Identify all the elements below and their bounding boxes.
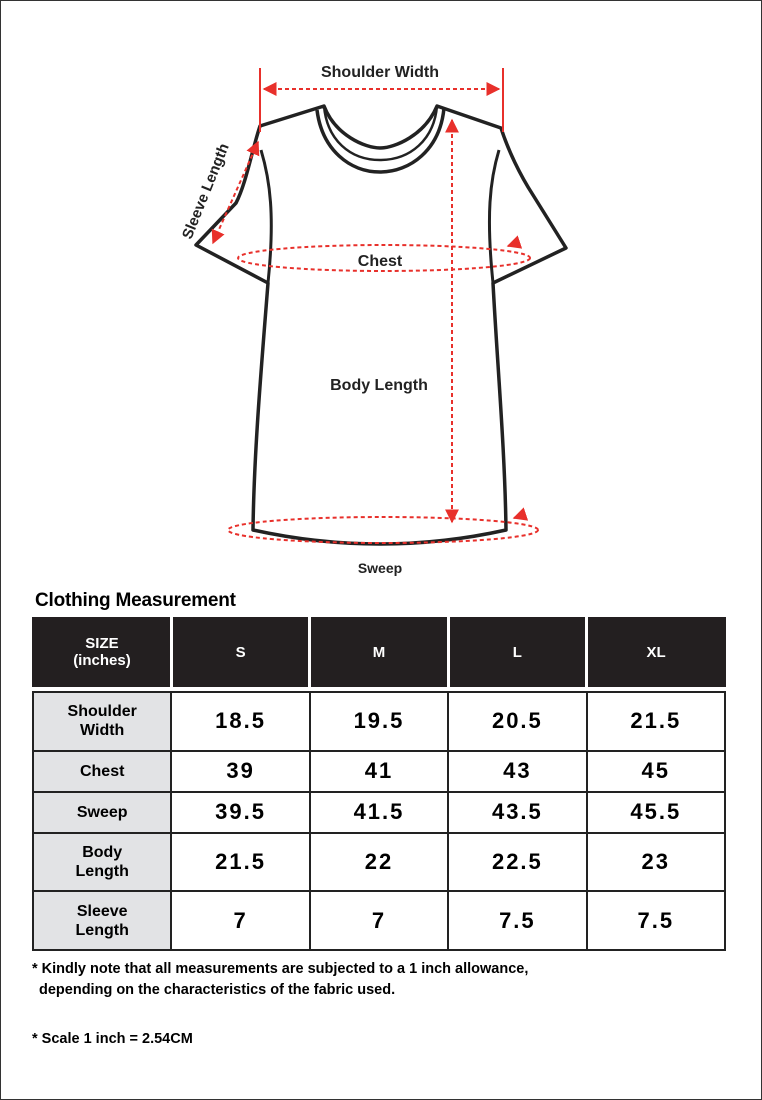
table-cell: 22.5 <box>448 833 586 892</box>
table-row <box>33 792 725 833</box>
table-cell: 22 <box>310 833 448 892</box>
table-cell: 21.5 <box>587 692 725 751</box>
table-cell: 45.5 <box>587 792 725 833</box>
table-cell: 19.5 <box>310 692 448 751</box>
table-cell: 39 <box>171 751 309 792</box>
sweep-arrow-tip <box>514 516 520 518</box>
size-col-l: L <box>448 618 586 686</box>
table-cell: 20.5 <box>448 692 586 751</box>
table-cell: 7.5 <box>587 891 725 950</box>
table-cell: 45 <box>587 751 725 792</box>
body-length-label: Body Length <box>330 377 428 394</box>
row-label-sweep: Sweep <box>33 792 171 833</box>
measurement-guides <box>213 68 538 543</box>
table-row <box>33 891 725 950</box>
table-cell: 41.5 <box>310 792 448 833</box>
size-chart-table <box>32 617 726 951</box>
shoulder-width-label: Shoulder Width <box>320 64 440 81</box>
sweep-ellipse <box>228 517 538 543</box>
row-label-body-length: Body Length <box>33 833 171 892</box>
table-cell: 18.5 <box>171 692 309 751</box>
row-label-shoulder-width: Shoulder Width <box>33 692 171 751</box>
section-title: Clothing Measurement <box>35 590 236 611</box>
table-row <box>33 692 725 751</box>
table-cell: 43.5 <box>448 792 586 833</box>
sweep-label: Sweep <box>357 560 403 576</box>
size-header-cell <box>33 618 171 686</box>
table-cell: 7 <box>171 891 309 950</box>
table-row <box>33 751 725 792</box>
table-cell: 41 <box>310 751 448 792</box>
row-label-chest: Chest <box>33 751 171 792</box>
table-cell: 43 <box>448 751 586 792</box>
right-armhole-curve <box>489 150 499 283</box>
chest-label: Chest <box>357 253 403 270</box>
sleeve-length-label: Sleeve Length <box>178 140 233 242</box>
chest-arrow-tip <box>508 244 514 246</box>
allowance-note-line2: depending on the characteristics of the fabric used. <box>39 982 396 998</box>
table-cell: 39.5 <box>171 792 309 833</box>
header-row <box>33 618 725 686</box>
row-label-sleeve-length: Sleeve Length <box>33 891 171 950</box>
size-col-m: M <box>310 618 448 686</box>
tshirt-collar-inner <box>324 106 437 160</box>
table-cell: 7.5 <box>448 891 586 950</box>
allowance-note <box>32 959 528 1001</box>
size-header-line2: (inches) <box>73 652 131 669</box>
table-cell: 21.5 <box>171 833 309 892</box>
size-header-line1: SIZE <box>85 635 119 652</box>
scale-note: * Scale 1 inch = 2.54CM <box>32 1031 193 1047</box>
left-armhole-curve <box>261 150 271 283</box>
table-row <box>33 833 725 892</box>
size-col-s: S <box>171 618 309 686</box>
table-cell: 7 <box>310 891 448 950</box>
table-cell: 23 <box>587 833 725 892</box>
size-col-xl: XL <box>587 618 725 686</box>
allowance-note-line1: * Kindly note that all measurements are subjected to a 1 inch allowance, <box>32 961 529 977</box>
tshirt-outline <box>196 106 566 544</box>
